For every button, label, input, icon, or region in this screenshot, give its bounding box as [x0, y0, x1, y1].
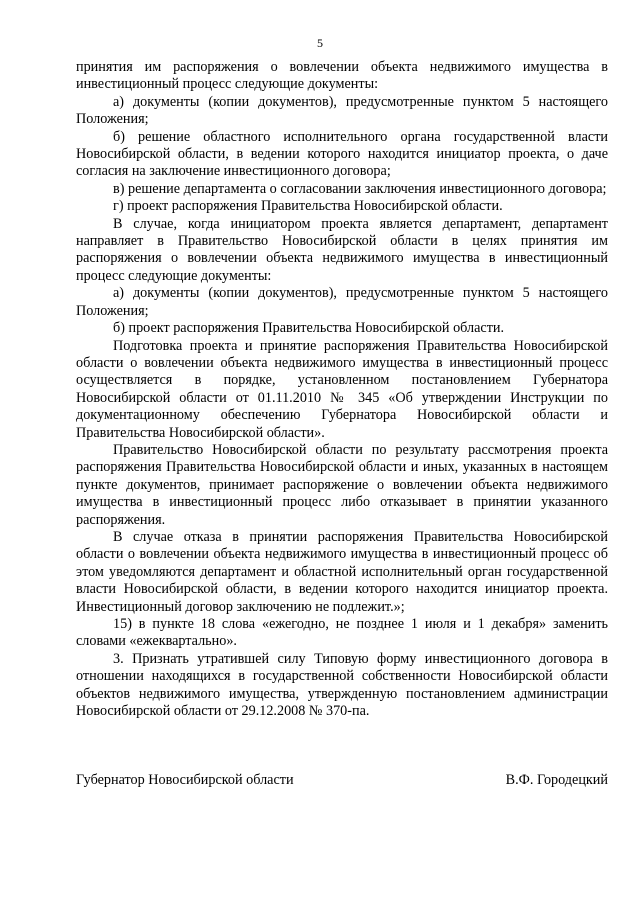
paragraph: Подготовка проекта и принятие распоряжения Правительства Новосибирской области о вовлечении объекта недвижимого имущества в инвестиционный процесс осуществляется в порядке, установленном постановлением Губернатора Новосибирской области от 01.11.2010 № 345 «Об утверждении Инструкции по документационному обеспечению Губернатора Новосибирской области и Правительства Новосибирской области». — [76, 337, 608, 441]
paragraph: В случае отказа в принятии распоряжения Правительства Новосибирской области о вовлечении объекта недвижимого имущества в инвестиционный процесс об этом уведомляются департамент и областной исполнительный орган государственной власти Новосибирской области, в ведении которого находится инициатор проекта. Инвестиционный договор заключению не подлежит.»; — [76, 528, 608, 615]
paragraph: В случае, когда инициатором проекта является департамент, департамент направляет в Правительство Новосибирской области в целях принятия им распоряжения о вовлечении объекта недвижимого имущества в инвестиционный процесс следующие документы: — [76, 215, 608, 284]
signature-block — [76, 772, 608, 789]
paragraph: б) решение областного исполнительного органа государственной власти Новосибирской области, в ведении которого находится инициатор проекта, о даче согласия на заключение инвестиционного договора; — [76, 128, 608, 180]
paragraph: в) решение департамента о согласовании заключения инвестиционного договора; — [113, 180, 607, 197]
paragraph: принятия им распоряжения о вовлечении объекта недвижимого имущества в инвестиционный процесс следующие документы: — [76, 59, 608, 93]
signatory-name: В.Ф. Городецкий — [505, 772, 608, 788]
paragraph: а) документы (копии документов), предусмотренные пунктом 5 настоящего Положения; — [76, 93, 608, 128]
paragraph: 3. Признать утратившей силу Типовую форму инвестиционного договора в отношении находящихся в государственной собственности Новосибирской области объектов недвижимого имущества, утвержденную постановлением администрации Новосибирской области от 29.12.2008 № 370-па. — [76, 650, 608, 720]
paragraph: а) документы (копии документов), предусмотренные пунктом 5 настоящего Положения; — [76, 285, 608, 319]
paragraph: 15) в пункте 18 слова «ежегодно, не позднее 1 июля и 1 декабря» заменить словами «ежеквартально». — [76, 616, 608, 650]
paragraph: б) проект распоряжения Правительства Новосибирской области. — [113, 320, 505, 337]
paragraph: г) проект распоряжения Правительства Новосибирской области. — [113, 198, 503, 215]
signatory-position: Губернатор Новосибирской области — [76, 772, 294, 788]
document-body — [76, 59, 608, 720]
page-number: 5 — [317, 36, 323, 50]
paragraph: Правительство Новосибирской области по результату рассмотрения проекта распоряжения Правительства Новосибирской области и иных, указанных в настоящем пункте документов, принимает распоряжение о вовлечении объекта недвижимого имущества в инвестиционный процесс либо отказывает в принятии указанного распоряжения. — [76, 441, 608, 528]
